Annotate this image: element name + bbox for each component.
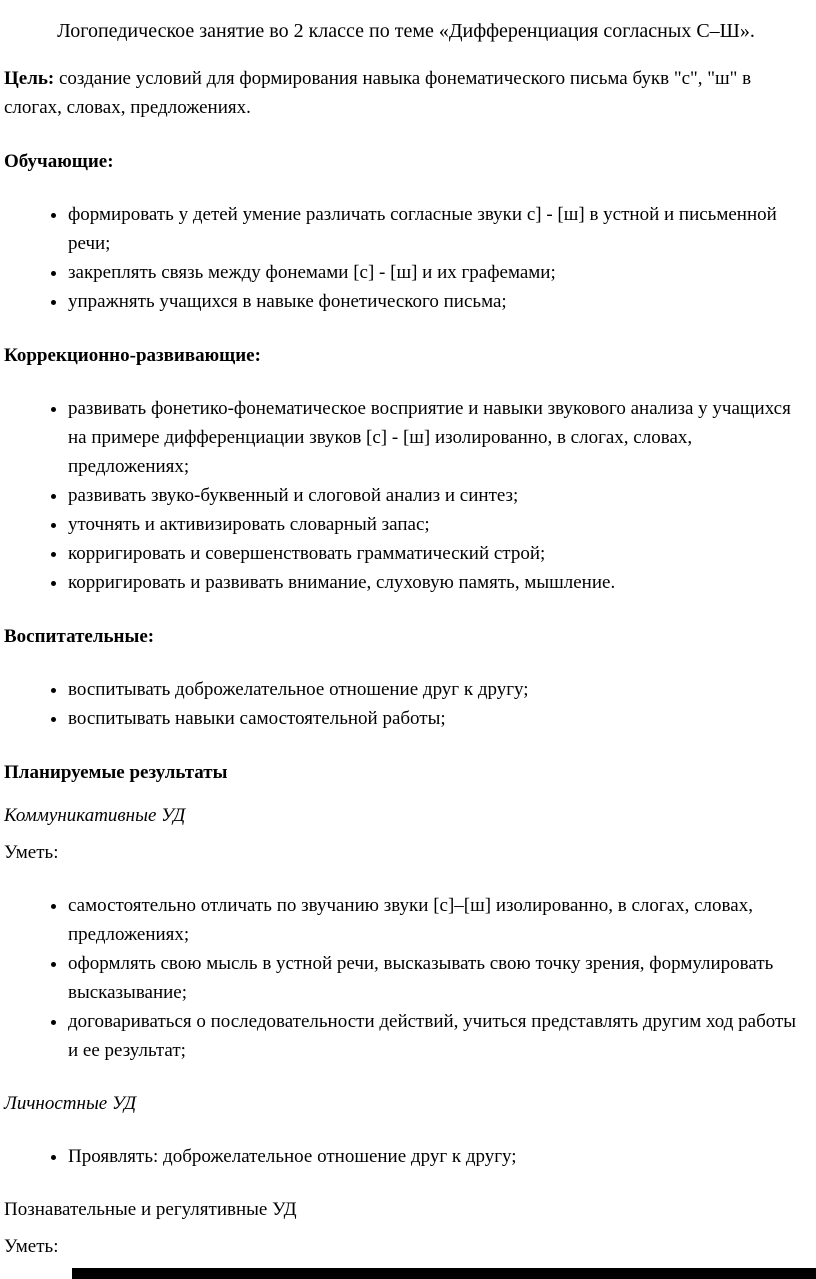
list-item: • корригировать и совершенствовать грамматический строй; — [68, 539, 808, 568]
goal-text: создание условий для формирования навыка фонематического письма букв "с", "ш" в слогах, словах, предложениях. — [4, 68, 752, 118]
teaching-list — [4, 200, 808, 316]
section-heading-educational: Воспитательные: — [4, 626, 155, 647]
list-item: • упражнять учащихся в навыке фонетического письма; — [68, 287, 808, 316]
able-label: Уметь: — [4, 842, 59, 863]
list-item: • оформлять свою мысль в устной речи, высказывать свою точку зрения, формулировать высказывание; — [68, 949, 808, 1007]
subheading-personal: Личностные УД — [4, 1093, 137, 1114]
personal-list — [4, 1142, 808, 1171]
list-item: • уточнять и активизировать словарный запас; — [68, 510, 808, 539]
list-item: • корригировать и развивать внимание, слуховую память, мышление. — [68, 568, 808, 597]
next-page-table-edge — [72, 1268, 816, 1279]
list-item: • формировать у детей умение различать согласные звуки с] - [ш] в устной и письменной речи; — [68, 200, 808, 258]
able-label: Уметь: — [4, 1236, 59, 1257]
list-item: • воспитывать доброжелательное отношение друг к другу; — [68, 675, 808, 704]
section-heading-teaching: Обучающие: — [4, 151, 114, 172]
document-title: Логопедическое занятие во 2 классе по теме «Дифференциация согласных С–Ш». — [57, 20, 755, 42]
goal-paragraph — [4, 64, 808, 122]
subheading-cognitive: Познавательные и регулятивные УД — [4, 1199, 297, 1220]
correction-list — [4, 394, 808, 597]
list-item: • самостоятельно отличать по звучанию звуки [с]–[ш] изолированно, в слогах, словах, предложениях; — [68, 891, 808, 949]
list-item: • Проявлять: доброжелательное отношение друг к другу; — [68, 1142, 808, 1171]
goal-label: Цель: — [4, 68, 55, 89]
educational-list — [4, 675, 808, 733]
list-item: • договариваться о последовательности действий, учиться представлять другим ход работы и ее результат; — [68, 1007, 808, 1065]
section-heading-results: Планируемые результаты — [4, 762, 228, 783]
communicative-list — [4, 891, 808, 1065]
list-item: • развивать фонетико-фонематическое восприятие и навыки звукового анализа у учащихся на примере дифференциации звуков [с] - [ш] изолированно, в слогах, словах, предложениях; — [68, 394, 808, 481]
subheading-communicative: Коммуникативные УД — [4, 805, 186, 826]
list-item: • воспитывать навыки самостоятельной работы; — [68, 704, 808, 733]
list-item: • закреплять связь между фонемами [с] - [ш] и их графемами; — [68, 258, 808, 287]
section-heading-correction: Коррекционно-развивающие: — [4, 345, 261, 366]
list-item: • развивать звуко-буквенный и слоговой анализ и синтез; — [68, 481, 808, 510]
